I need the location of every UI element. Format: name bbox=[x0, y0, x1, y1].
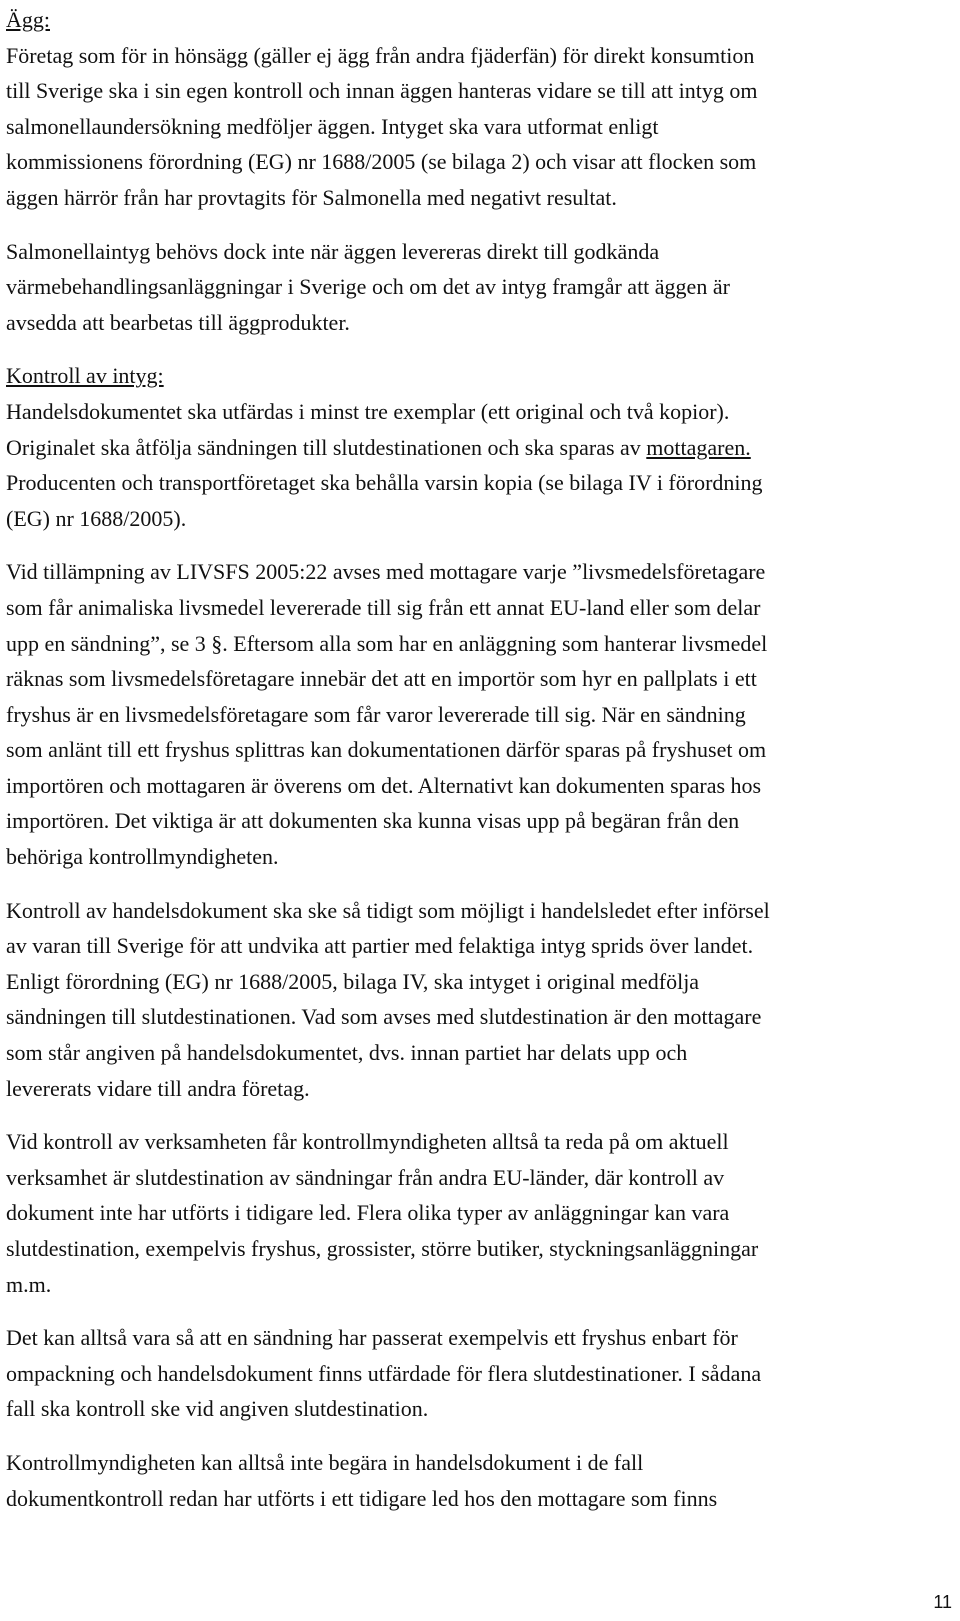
page-number: 11 bbox=[933, 1592, 952, 1612]
section-heading-certificate-control: Kontroll av intyg: bbox=[6, 363, 164, 389]
paragraph-egg-import: Företag som för in hönsägg (gäller ej ägg från andra fjäderfän) för direkt konsumtion till Sverige ska i sin egen kontroll och innan äggen hanteras vidare se till att intyg om salmonellaundersökning medföljer äggen. Intyget ska vara utformat enligt kommissionens förordning (EG) nr 1688/2005 (se bilaga 2) och visar att flocken som äggen härrör från har provtagits för Salmonella med negativt resultat. bbox=[6, 42, 758, 210]
paragraph-recipient-definition: Vid tillämpning av LIVSFS 2005:22 avses med mottagare varje ”livsmedelsföretagare som får animaliska livsmedel levererade till sig från ett annat EU-land eller som delar upp en sändning”, se 3 §. Eftersom alla som har en anläggning som hanterar livsmedel räknas som livsmedelsföretagare innebär det att en importör som hyr en pallplats i ett fryshus är en livsmedelsföretagare som får varor levererade till sig. När en sändning som anlänt till ett fryshus splittras kan dokumentationen därför sparas på fryshuset om importören och mottagaren är överens om det. Alternativt kan dokumenten sparas hos importören. Det viktiga är att dokumenten ska kunna visas upp på begäran från den behöriga kontrollmyndigheten. bbox=[6, 559, 768, 870]
section-heading-egg: Ägg: bbox=[6, 7, 50, 32]
paragraph-operation-control: Vid kontroll av verksamheten får kontrollmyndigheten alltså ta reda på om aktuell verksamhet är slutdestination av sändningar från andra EU-länder, där kontroll av dokument inte har utförts i tidigare led. Flera olika typer av anläggningar kan vara slutdestination, exempelvis fryshus, grossister, större butiker, styckningsanläggningar m.m. bbox=[6, 1129, 759, 1297]
paragraph-authority-limits: Kontrollmyndigheten kan alltså inte begära in handelsdokument i de fall dokumentkontroll redan har utförts i ett tidigare led hos den mottagare som finns bbox=[6, 1449, 718, 1511]
trade-document-line-1: Handelsdokumentet ska utfärdas i minst tre exemplar (ett original och två kopior). bbox=[6, 398, 730, 424]
paragraph-trade-document bbox=[6, 394, 950, 536]
paragraph-salmonella-exception: Salmonellaintyg behövs dock inte när äggen levereras direkt till godkända värmebehandlingsanläggningar i Sverige och om det av intyg framgår att äggen är avsedda att bearbetas till äggprodukter. bbox=[6, 238, 730, 335]
paragraph-repacking: Det kan alltså vara så att en sändning har passerat exempelvis ett fryshus enbart för ompackning och handelsdokument finns utfärdade för flera slutdestinationer. I sådana fall ska kontroll ske vid angiven slutdestination. bbox=[6, 1325, 762, 1422]
recipient-underlined: mottagaren. bbox=[646, 434, 751, 460]
trade-document-line-2: Originalet ska åtfölja sändningen till slutdestinationen och ska sparas av bbox=[6, 434, 647, 460]
paragraph-document-control-timing: Kontroll av handelsdokument ska ske så tidigt som möjligt i handelsledet efter införsel av varan till Sverige för att undvika att partier med felaktiga intyg sprids över landet. Enligt förordning (EG) nr 1688/2005, bilaga IV, ska intyget i original medfölja sändningen till slutdestinationen. Vad som avses med slutdestination är den mottagare som står angiven på handelsdokumentet, dvs. innan partiet har delats upp och levererats vidare till andra företag. bbox=[6, 897, 770, 1101]
trade-document-rest: Producenten och transportföretaget ska behålla varsin kopia (se bilaga IV i förordning (EG) nr 1688/2005). bbox=[6, 470, 763, 531]
document-page bbox=[6, 2, 950, 1516]
